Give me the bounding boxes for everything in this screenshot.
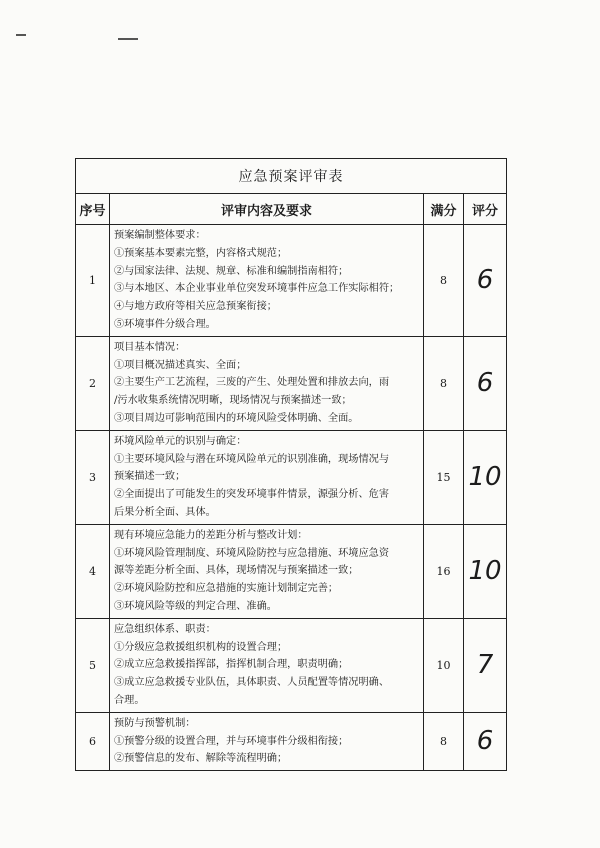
- row-seq: 5: [76, 618, 110, 712]
- row-content: [110, 225, 424, 337]
- header-score: 评分: [464, 194, 507, 225]
- content-line: ⑤环境事件分级合理。: [114, 318, 216, 330]
- row-max-score: 8: [424, 712, 464, 770]
- content-line: ②主要生产工艺流程，三废的产生、处理处置和排放去向，雨: [114, 377, 390, 389]
- content-line: ①分级应急救援组织机构的设置合理；: [114, 641, 288, 653]
- content-line: 现有环境应急能力的差距分析与整改计划：: [114, 529, 308, 541]
- content-line: /污水收集系统情况明晰，现场情况与预案描述一致；: [114, 395, 352, 407]
- table-row: [76, 524, 507, 618]
- table-row: [76, 336, 507, 430]
- content-line: ③环境风险等级的判定合理、准确。: [114, 600, 277, 612]
- table-row: [76, 225, 507, 337]
- content-line: 项目基本情况：: [114, 341, 186, 353]
- content-line: 应急组织体系、职责：: [114, 623, 216, 635]
- row-max-score: 16: [424, 524, 464, 618]
- content-line: ④与地方政府等相关应急预案衔接；: [114, 301, 277, 313]
- content-line: 预防与预警机制：: [114, 717, 196, 729]
- table-title: 应急预案评审表: [76, 159, 507, 194]
- row-seq: 2: [76, 336, 110, 430]
- content-line: 预案描述一致；: [114, 471, 186, 483]
- content-line: 环境风险单元的识别与确定：: [114, 435, 247, 447]
- row-handwritten-score: 6: [464, 225, 507, 337]
- content-line: ①环境风险管理制度、环境风险防控与应急措施、环境应急资: [114, 547, 390, 559]
- content-line: 预案编制整体要求：: [114, 230, 206, 241]
- content-line: ②环境风险防控和应急措施的实施计划制定完善；: [114, 583, 339, 595]
- scan-mark: [16, 34, 26, 36]
- row-handwritten-score: 6: [464, 712, 507, 770]
- content-line: ②与国家法律、法规、规章、标准和编制指南相符；: [114, 265, 349, 277]
- header-max: 满分: [424, 194, 464, 225]
- row-max-score: 8: [424, 336, 464, 430]
- row-content: [110, 524, 424, 618]
- scan-mark: [118, 38, 138, 40]
- content-line: ①主要环境风险与潜在环境风险单元的识别准确，现场情况与: [114, 453, 390, 465]
- row-seq: 3: [76, 430, 110, 524]
- content-line: ②预警信息的发布、解除等流程明确；: [114, 753, 288, 765]
- row-seq: 1: [76, 225, 110, 337]
- row-handwritten-score: 10: [464, 430, 507, 524]
- content-line: ①预案基本要素完整，内容格式规范；: [114, 247, 288, 259]
- table-row: [76, 712, 507, 770]
- content-line: ③项目周边可影响范围内的环境风险受体明确、全面。: [114, 412, 359, 424]
- table-header-row: [76, 194, 507, 225]
- header-seq: 序号: [76, 194, 110, 225]
- row-seq: 4: [76, 524, 110, 618]
- content-line: ①预警分级的设置合理，并与环境事件分级相衔接；: [114, 735, 349, 747]
- table-title-row: [76, 159, 507, 194]
- content-line: ③成立应急救援专业队伍，具体职责、人员配置等情况明确、: [114, 677, 390, 689]
- content-line: ①项目概况描述真实、全面；: [114, 359, 247, 371]
- row-max-score: 8: [424, 225, 464, 337]
- row-content: [110, 712, 424, 770]
- header-content: 评审内容及要求: [110, 194, 424, 225]
- row-seq: 6: [76, 712, 110, 770]
- content-line: ②全面提出了可能发生的突发环境事件情景，源强分析、危害: [114, 489, 390, 501]
- review-table: [75, 158, 507, 771]
- row-max-score: 10: [424, 618, 464, 712]
- content-line: 后果分析全面、具体。: [114, 506, 216, 518]
- row-content: [110, 430, 424, 524]
- row-content: [110, 336, 424, 430]
- row-handwritten-score: 7: [464, 618, 507, 712]
- row-handwritten-score: 10: [464, 524, 507, 618]
- content-line: 合理。: [114, 694, 145, 706]
- table-row: [76, 618, 507, 712]
- row-handwritten-score: 6: [464, 336, 507, 430]
- content-line: ②成立应急救援指挥部，指挥机制合理，职责明确；: [114, 659, 349, 671]
- row-content: [110, 618, 424, 712]
- row-max-score: 15: [424, 430, 464, 524]
- table-row: [76, 430, 507, 524]
- content-line: ③与本地区、本企业事业单位突发环境事件应急工作实际相符；: [114, 283, 400, 295]
- content-line: 源等差距分析全面、具体，现场情况与预案描述一致；: [114, 565, 359, 577]
